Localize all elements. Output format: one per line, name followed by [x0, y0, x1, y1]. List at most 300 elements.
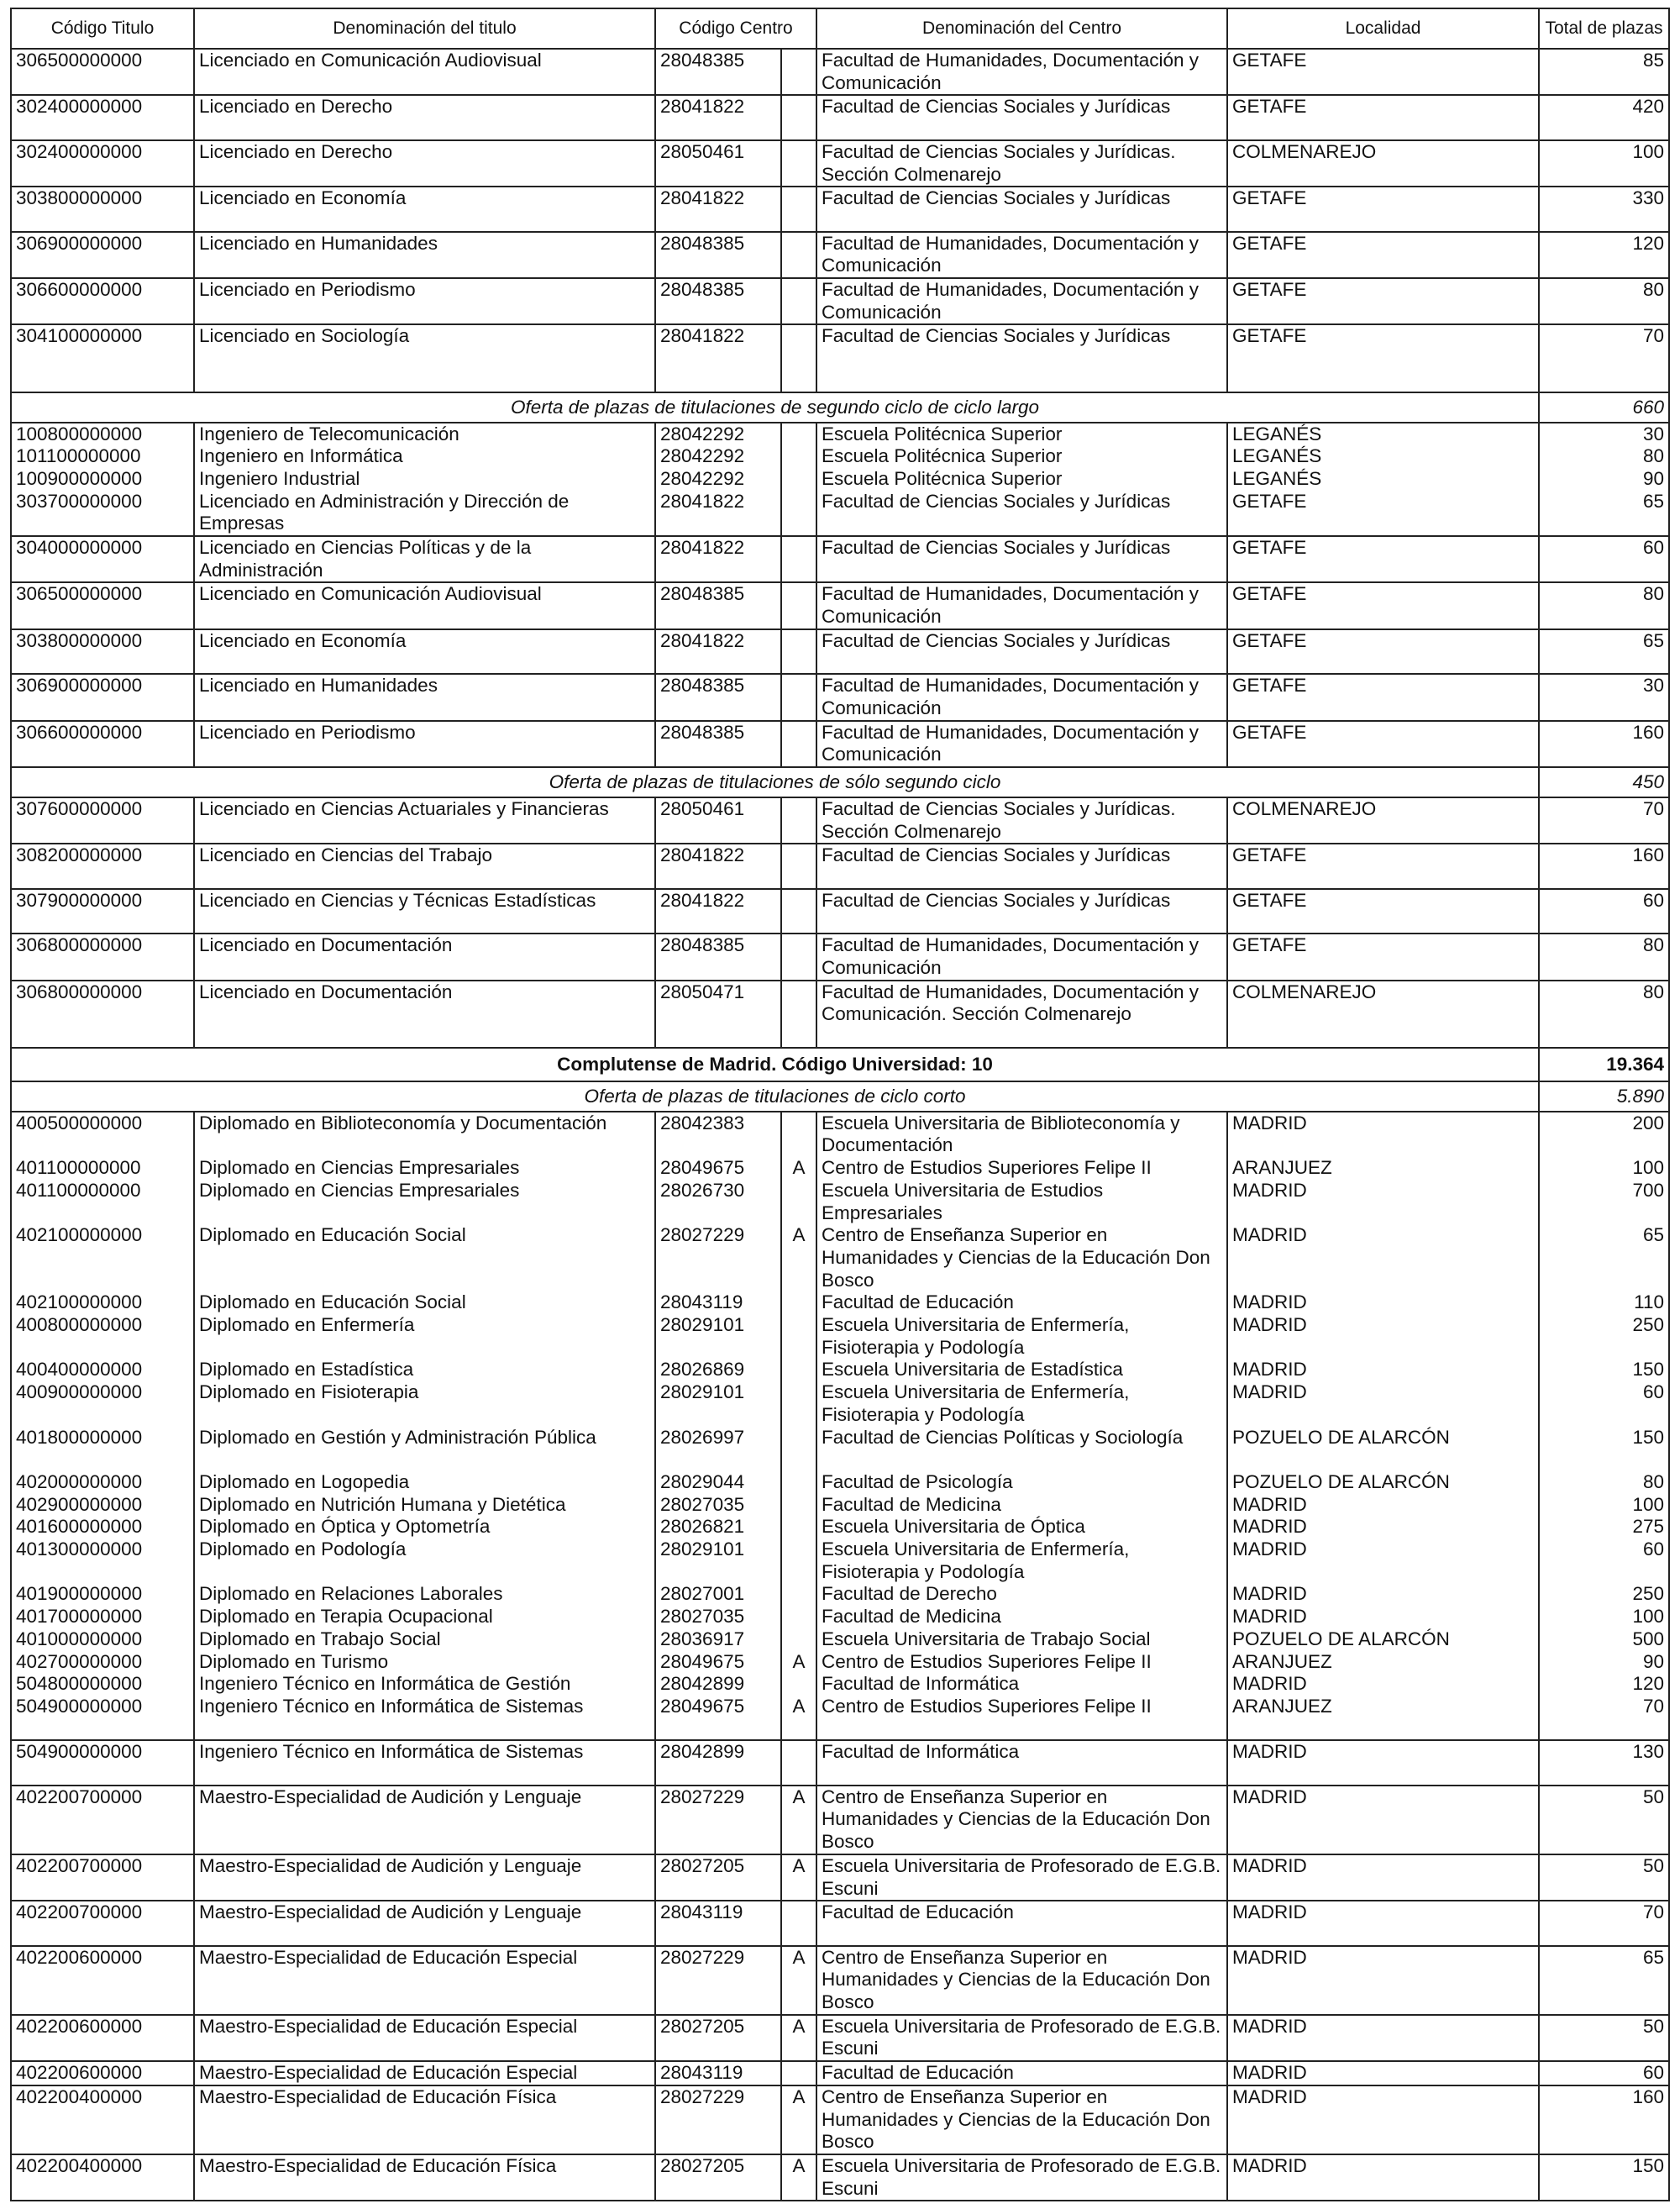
cell-localidad: MADRID: [1227, 2085, 1539, 2154]
cell-codigo-titulo: 402100000000: [11, 1291, 194, 1314]
cell-denominacion-titulo: Diplomado en Óptica y Optometría: [194, 1516, 655, 1538]
cell-codigo-titulo: 402200700000: [11, 1901, 194, 1945]
cell-centro-marca: A: [781, 1696, 816, 1740]
cell-denominacion-centro: Facultad de Ciencias Políticas y Sociología: [816, 1427, 1227, 1471]
cell-total-plazas: 160: [1539, 844, 1669, 888]
cell-centro-marca: [781, 1314, 816, 1359]
header-localidad: Localidad: [1227, 8, 1539, 49]
cell-codigo-centro: 28048385: [655, 49, 781, 95]
table-row: [11, 1359, 1669, 1381]
table-row: [11, 981, 1669, 1048]
table-row: [11, 2015, 1669, 2061]
cell-codigo-titulo: 401600000000: [11, 1516, 194, 1538]
cell-localidad: GETAFE: [1227, 629, 1539, 674]
cell-codigo-titulo: 504800000000: [11, 1673, 194, 1696]
cell-total-plazas: 85: [1539, 49, 1669, 95]
cell-localidad: MADRID: [1227, 1854, 1539, 1901]
cell-denominacion-centro: Facultad de Informática: [816, 1673, 1227, 1696]
cell-denominacion-centro: Escuela Politécnica Superior: [816, 423, 1227, 446]
cell-centro-marca: [781, 468, 816, 491]
plazas-table: [10, 8, 1670, 2201]
cell-total-plazas: 30: [1539, 674, 1669, 720]
cell-codigo-centro: 28027205: [655, 1854, 781, 1901]
cell-codigo-centro: 28041822: [655, 324, 781, 392]
cell-denominacion-titulo: Diplomado en Ciencias Empresariales: [194, 1157, 655, 1180]
cell-denominacion-centro: Facultad de Psicología: [816, 1471, 1227, 1494]
cell-codigo-titulo: 303800000000: [11, 629, 194, 674]
cell-denominacion-centro: Escuela Universitaria de Estadística: [816, 1359, 1227, 1381]
cell-total-plazas: 100: [1539, 140, 1669, 187]
cell-total-plazas: 160: [1539, 2085, 1669, 2154]
cell-centro-marca: A: [781, 2015, 816, 2061]
table-row: [11, 721, 1669, 767]
cell-denominacion-centro: Escuela Universitaria de Enfermería, Fisioterapia y Podología: [816, 1381, 1227, 1426]
cell-total-plazas: 65: [1539, 1946, 1669, 2015]
cell-centro-marca: [781, 1901, 816, 1945]
table-row: [11, 445, 1669, 468]
cell-codigo-titulo: 401300000000: [11, 1538, 194, 1583]
cell-codigo-centro: 28050471: [655, 981, 781, 1048]
cell-centro-marca: [781, 674, 816, 720]
cell-localidad: MADRID: [1227, 1901, 1539, 1945]
cell-codigo-centro: 28029101: [655, 1314, 781, 1359]
cell-codigo-centro: 28029101: [655, 1381, 781, 1426]
cell-denominacion-centro: Escuela Universitaria de Profesorado de E.G.B. Escuni: [816, 2015, 1227, 2061]
cell-codigo-centro: 28026997: [655, 1427, 781, 1471]
cell-denominacion-centro: Facultad de Ciencias Sociales y Jurídicas: [816, 187, 1227, 231]
cell-total-plazas: 70: [1539, 324, 1669, 392]
table-row: [11, 1901, 1669, 1945]
university-header-row: [11, 1048, 1669, 1081]
cell-codigo-titulo: 402200600000: [11, 1946, 194, 2015]
cell-codigo-centro: 28043119: [655, 1291, 781, 1314]
cell-denominacion-titulo: Ingeniero Técnico en Informática de Sistemas: [194, 1696, 655, 1740]
cell-total-plazas: 60: [1539, 2061, 1669, 2085]
cell-codigo-centro: 28042292: [655, 468, 781, 491]
cell-denominacion-centro: Escuela Universitaria de Trabajo Social: [816, 1628, 1227, 1651]
cell-denominacion-centro: Facultad de Derecho: [816, 1583, 1227, 1606]
table-row: [11, 1157, 1669, 1180]
table-row: [11, 1946, 1669, 2015]
cell-total-plazas: 30: [1539, 423, 1669, 446]
cell-codigo-titulo: 402200600000: [11, 2061, 194, 2085]
table-row: [11, 2085, 1669, 2154]
table-row: [11, 536, 1669, 582]
cell-total-plazas: 60: [1539, 536, 1669, 582]
cell-codigo-centro: 28043119: [655, 2061, 781, 2085]
cell-codigo-centro: 28041822: [655, 491, 781, 536]
cell-codigo-titulo: 401800000000: [11, 1427, 194, 1471]
cell-localidad: MADRID: [1227, 1291, 1539, 1314]
cell-denominacion-titulo: Maestro-Especialidad de Educación Especial: [194, 1946, 655, 2015]
header-codigo-titulo: Código Titulo: [11, 8, 194, 49]
table-row: [11, 1651, 1669, 1674]
cell-total-plazas: 60: [1539, 1381, 1669, 1426]
cell-localidad: LEGANÉS: [1227, 468, 1539, 491]
cell-codigo-titulo: 306600000000: [11, 278, 194, 324]
section-header-row: [11, 1081, 1669, 1112]
cell-localidad: MADRID: [1227, 1224, 1539, 1291]
cell-denominacion-centro: Escuela Universitaria de Óptica: [816, 1516, 1227, 1538]
cell-centro-marca: A: [781, 2154, 816, 2201]
cell-centro-marca: [781, 981, 816, 1048]
cell-codigo-titulo: 402000000000: [11, 1471, 194, 1494]
cell-centro-marca: [781, 95, 816, 139]
cell-denominacion-centro: Centro de Enseñanza Superior en Humanidades y Ciencias de la Educación Don Bosco: [816, 1224, 1227, 1291]
cell-codigo-centro: 28026730: [655, 1180, 781, 1224]
header-denominacion-titulo: Denominación del titulo: [194, 8, 655, 49]
table-row: [11, 1314, 1669, 1359]
cell-denominacion-titulo: Diplomado en Enfermería: [194, 1314, 655, 1359]
cell-localidad: COLMENAREJO: [1227, 140, 1539, 187]
header-row: [11, 8, 1669, 49]
cell-denominacion-centro: Facultad de Educación: [816, 2061, 1227, 2085]
cell-centro-marca: [781, 1291, 816, 1314]
cell-centro-marca: [781, 1740, 816, 1785]
cell-localidad: ARANJUEZ: [1227, 1157, 1539, 1180]
cell-total-plazas: 100: [1539, 1157, 1669, 1180]
table-row: [11, 324, 1669, 392]
cell-denominacion-titulo: Maestro-Especialidad de Educación Física: [194, 2085, 655, 2154]
cell-centro-marca: [781, 1359, 816, 1381]
cell-codigo-centro: 28049675: [655, 1696, 781, 1740]
cell-codigo-titulo: 304100000000: [11, 324, 194, 392]
cell-codigo-centro: 28036917: [655, 1628, 781, 1651]
cell-codigo-titulo: 101100000000: [11, 445, 194, 468]
cell-centro-marca: [781, 536, 816, 582]
cell-localidad: ARANJUEZ: [1227, 1696, 1539, 1740]
cell-codigo-titulo: 401900000000: [11, 1583, 194, 1606]
cell-codigo-centro: 28049675: [655, 1157, 781, 1180]
cell-centro-marca: [781, 1471, 816, 1494]
cell-codigo-titulo: 402200700000: [11, 1854, 194, 1901]
cell-denominacion-titulo: Diplomado en Relaciones Laborales: [194, 1583, 655, 1606]
cell-total-plazas: 160: [1539, 721, 1669, 767]
cell-centro-marca: [781, 278, 816, 324]
cell-localidad: GETAFE: [1227, 889, 1539, 934]
cell-localidad: GETAFE: [1227, 536, 1539, 582]
cell-codigo-titulo: 402100000000: [11, 1224, 194, 1291]
cell-codigo-titulo: 308200000000: [11, 844, 194, 888]
cell-total-plazas: 65: [1539, 629, 1669, 674]
cell-centro-marca: [781, 1583, 816, 1606]
cell-codigo-titulo: 306600000000: [11, 721, 194, 767]
table-row: [11, 49, 1669, 95]
cell-centro-marca: [781, 445, 816, 468]
cell-denominacion-titulo: Licenciado en Comunicación Audiovisual: [194, 49, 655, 95]
cell-denominacion-centro: Centro de Enseñanza Superior en Humanidades y Ciencias de la Educación Don Bosco: [816, 2085, 1227, 2154]
cell-total-plazas: 80: [1539, 981, 1669, 1048]
document-page: [10, 8, 1668, 2201]
cell-localidad: MADRID: [1227, 1180, 1539, 1224]
cell-total-plazas: 200: [1539, 1112, 1669, 1157]
cell-denominacion-titulo: Diplomado en Logopedia: [194, 1471, 655, 1494]
cell-codigo-centro: 28027035: [655, 1494, 781, 1517]
cell-denominacion-titulo: Ingeniero Industrial: [194, 468, 655, 491]
cell-denominacion-centro: Escuela Politécnica Superior: [816, 445, 1227, 468]
cell-centro-marca: [781, 140, 816, 187]
cell-centro-marca: [781, 934, 816, 980]
cell-denominacion-titulo: Licenciado en Ciencias y Técnicas Estadísticas: [194, 889, 655, 934]
cell-localidad: MADRID: [1227, 1359, 1539, 1381]
cell-total-plazas: 150: [1539, 1359, 1669, 1381]
cell-localidad: MADRID: [1227, 1946, 1539, 2015]
cell-codigo-centro: 28041822: [655, 95, 781, 139]
cell-denominacion-titulo: Diplomado en Trabajo Social: [194, 1628, 655, 1651]
cell-localidad: POZUELO DE ALARCÓN: [1227, 1471, 1539, 1494]
cell-codigo-titulo: 306500000000: [11, 49, 194, 95]
cell-codigo-titulo: 504900000000: [11, 1696, 194, 1740]
cell-centro-marca: [781, 1180, 816, 1224]
cell-denominacion-centro: Facultad de Humanidades, Documentación y Comunicación: [816, 232, 1227, 278]
cell-total-plazas: 500: [1539, 1628, 1669, 1651]
cell-codigo-titulo: 402200400000: [11, 2085, 194, 2154]
cell-denominacion-centro: Facultad de Ciencias Sociales y Jurídicas: [816, 844, 1227, 888]
cell-denominacion-titulo: Maestro-Especialidad de Educación Especial: [194, 2061, 655, 2085]
cell-localidad: MADRID: [1227, 1314, 1539, 1359]
cell-codigo-centro: 28041822: [655, 629, 781, 674]
cell-denominacion-centro: Facultad de Ciencias Sociales y Jurídicas: [816, 889, 1227, 934]
cell-total-plazas: 60: [1539, 889, 1669, 934]
cell-denominacion-centro: Facultad de Humanidades, Documentación y Comunicación: [816, 582, 1227, 629]
cell-denominacion-centro: Facultad de Humanidades, Documentación y Comunicación: [816, 721, 1227, 767]
cell-codigo-centro: 28050461: [655, 140, 781, 187]
cell-codigo-titulo: 400800000000: [11, 1314, 194, 1359]
cell-denominacion-titulo: Licenciado en Ciencias del Trabajo: [194, 844, 655, 888]
cell-codigo-titulo: 401100000000: [11, 1157, 194, 1180]
cell-centro-marca: [781, 187, 816, 231]
table-row: [11, 1673, 1669, 1696]
table-row: [11, 582, 1669, 629]
cell-codigo-titulo: 307600000000: [11, 797, 194, 844]
cell-denominacion-titulo: Diplomado en Estadística: [194, 1359, 655, 1381]
table-row: [11, 1786, 1669, 1854]
cell-codigo-centro: 28043119: [655, 1901, 781, 1945]
cell-centro-marca: [781, 1381, 816, 1426]
cell-total-plazas: 150: [1539, 1427, 1669, 1471]
table-row: [11, 423, 1669, 446]
table-body: [11, 49, 1669, 2201]
cell-localidad: MADRID: [1227, 2061, 1539, 2085]
cell-total-plazas: 275: [1539, 1516, 1669, 1538]
cell-denominacion-centro: Centro de Estudios Superiores Felipe II: [816, 1696, 1227, 1740]
cell-denominacion-titulo: Licenciado en Ciencias Actuariales y Financieras: [194, 797, 655, 844]
table-row: [11, 797, 1669, 844]
cell-codigo-titulo: 400900000000: [11, 1381, 194, 1426]
cell-centro-marca: [781, 1516, 816, 1538]
cell-denominacion-centro: Centro de Enseñanza Superior en Humanidades y Ciencias de la Educación Don Bosco: [816, 1946, 1227, 2015]
cell-centro-marca: [781, 1427, 816, 1471]
cell-denominacion-titulo: Diplomado en Turismo: [194, 1651, 655, 1674]
cell-denominacion-titulo: Ingeniero Técnico en Informática de Gestión: [194, 1673, 655, 1696]
cell-denominacion-centro: Escuela Universitaria de Profesorado de E.G.B. Escuni: [816, 1854, 1227, 1901]
cell-localidad: GETAFE: [1227, 674, 1539, 720]
cell-codigo-titulo: 302400000000: [11, 95, 194, 139]
cell-denominacion-titulo: Ingeniero Técnico en Informática de Sistemas: [194, 1740, 655, 1785]
cell-codigo-titulo: 100900000000: [11, 468, 194, 491]
cell-denominacion-titulo: Licenciado en Periodismo: [194, 278, 655, 324]
cell-total-plazas: 150: [1539, 2154, 1669, 2201]
cell-codigo-centro: 28027001: [655, 1583, 781, 1606]
cell-denominacion-centro: Facultad de Ciencias Sociales y Jurídicas. Sección Colmenarejo: [816, 140, 1227, 187]
cell-codigo-centro: 28048385: [655, 232, 781, 278]
cell-localidad: GETAFE: [1227, 95, 1539, 139]
cell-codigo-centro: 28027229: [655, 1224, 781, 1291]
cell-denominacion-titulo: Licenciado en Periodismo: [194, 721, 655, 767]
cell-codigo-titulo: 504900000000: [11, 1740, 194, 1785]
university-total: 19.364: [1539, 1048, 1669, 1081]
cell-codigo-centro: 28026821: [655, 1516, 781, 1538]
table-row: [11, 1606, 1669, 1628]
section-title: Oferta de plazas de titulaciones de ciclo corto: [11, 1081, 1539, 1112]
table-row: [11, 1291, 1669, 1314]
table-row: [11, 934, 1669, 980]
cell-centro-marca: [781, 1673, 816, 1696]
cell-codigo-centro: 28026869: [655, 1359, 781, 1381]
cell-total-plazas: 700: [1539, 1180, 1669, 1224]
cell-centro-marca: A: [781, 1157, 816, 1180]
cell-denominacion-titulo: Licenciado en Derecho: [194, 140, 655, 187]
cell-centro-marca: [781, 1538, 816, 1583]
table-row: [11, 278, 1669, 324]
cell-denominacion-titulo: Diplomado en Educación Social: [194, 1224, 655, 1291]
cell-codigo-centro: 28027229: [655, 1946, 781, 2015]
cell-total-plazas: 50: [1539, 1786, 1669, 1854]
cell-denominacion-titulo: Licenciado en Humanidades: [194, 232, 655, 278]
cell-localidad: POZUELO DE ALARCÓN: [1227, 1427, 1539, 1471]
cell-denominacion-centro: Escuela Universitaria de Enfermería, Fisioterapia y Podología: [816, 1314, 1227, 1359]
table-row: [11, 2061, 1669, 2085]
section-total: 5.890: [1539, 1081, 1669, 1112]
cell-denominacion-centro: Facultad de Educación: [816, 1901, 1227, 1945]
cell-codigo-centro: 28027035: [655, 1606, 781, 1628]
cell-denominacion-centro: Escuela Politécnica Superior: [816, 468, 1227, 491]
cell-centro-marca: [781, 232, 816, 278]
cell-codigo-titulo: 303700000000: [11, 491, 194, 536]
cell-denominacion-centro: Facultad de Medicina: [816, 1606, 1227, 1628]
table-row: [11, 1381, 1669, 1426]
cell-codigo-titulo: 402700000000: [11, 1651, 194, 1674]
cell-denominacion-titulo: Diplomado en Biblioteconomía y Documentación: [194, 1112, 655, 1157]
cell-codigo-centro: 28027205: [655, 2154, 781, 2201]
cell-codigo-centro: 28042899: [655, 1740, 781, 1785]
header-total-plazas: Total de plazas: [1539, 8, 1669, 49]
cell-denominacion-titulo: Diplomado en Ciencias Empresariales: [194, 1180, 655, 1224]
cell-denominacion-titulo: Maestro-Especialidad de Educación Especial: [194, 2015, 655, 2061]
cell-denominacion-titulo: Licenciado en Documentación: [194, 934, 655, 980]
table-row: [11, 491, 1669, 536]
cell-centro-marca: [781, 491, 816, 536]
cell-centro-marca: [781, 844, 816, 888]
cell-localidad: COLMENAREJO: [1227, 797, 1539, 844]
cell-denominacion-centro: Centro de Estudios Superiores Felipe II: [816, 1651, 1227, 1674]
cell-localidad: MADRID: [1227, 1740, 1539, 1785]
cell-localidad: GETAFE: [1227, 844, 1539, 888]
cell-localidad: MADRID: [1227, 1673, 1539, 1696]
cell-codigo-titulo: 401100000000: [11, 1180, 194, 1224]
table-row: [11, 1696, 1669, 1740]
cell-localidad: MADRID: [1227, 1538, 1539, 1583]
cell-codigo-titulo: 402200600000: [11, 2015, 194, 2061]
cell-localidad: MADRID: [1227, 1516, 1539, 1538]
header-denominacion-centro: Denominación del Centro: [816, 8, 1227, 49]
cell-denominacion-centro: Facultad de Humanidades, Documentación y Comunicación: [816, 49, 1227, 95]
cell-centro-marca: [781, 629, 816, 674]
table-row: [11, 1854, 1669, 1901]
cell-denominacion-titulo: Diplomado en Educación Social: [194, 1291, 655, 1314]
cell-total-plazas: 80: [1539, 1471, 1669, 1494]
table-row: [11, 1740, 1669, 1785]
cell-localidad: MADRID: [1227, 1786, 1539, 1854]
cell-denominacion-titulo: Licenciado en Derecho: [194, 95, 655, 139]
cell-total-plazas: 110: [1539, 1291, 1669, 1314]
cell-denominacion-centro: Facultad de Ciencias Sociales y Jurídicas: [816, 324, 1227, 392]
cell-localidad: GETAFE: [1227, 187, 1539, 231]
cell-centro-marca: A: [781, 1786, 816, 1854]
cell-centro-marca: [781, 324, 816, 392]
cell-codigo-centro: 28041822: [655, 844, 781, 888]
cell-codigo-titulo: 304000000000: [11, 536, 194, 582]
cell-centro-marca: [781, 2061, 816, 2085]
cell-centro-marca: A: [781, 2085, 816, 2154]
cell-denominacion-centro: Facultad de Humanidades, Documentación y Comunicación: [816, 278, 1227, 324]
table-row: [11, 1224, 1669, 1291]
cell-centro-marca: [781, 721, 816, 767]
cell-denominacion-centro: Facultad de Humanidades, Documentación y Comunicación: [816, 934, 1227, 980]
cell-centro-marca: [781, 797, 816, 844]
cell-localidad: ARANJUEZ: [1227, 1651, 1539, 1674]
cell-total-plazas: 50: [1539, 1854, 1669, 1901]
cell-denominacion-centro: Facultad de Educación: [816, 1291, 1227, 1314]
header-codigo-centro: Código Centro: [655, 8, 816, 49]
table-row: [11, 140, 1669, 187]
cell-total-plazas: 250: [1539, 1314, 1669, 1359]
cell-denominacion-titulo: Licenciado en Ciencias Políticas y de la Administración: [194, 536, 655, 582]
cell-localidad: GETAFE: [1227, 324, 1539, 392]
section-header-row: [11, 767, 1669, 797]
table-row: [11, 468, 1669, 491]
table-row: [11, 1516, 1669, 1538]
table-row: [11, 1538, 1669, 1583]
cell-denominacion-titulo: Licenciado en Sociología: [194, 324, 655, 392]
table-row: [11, 889, 1669, 934]
section-title: Oferta de plazas de titulaciones de segundo ciclo de ciclo largo: [11, 392, 1539, 423]
cell-codigo-centro: 28041822: [655, 187, 781, 231]
cell-codigo-titulo: 307900000000: [11, 889, 194, 934]
cell-denominacion-titulo: Ingeniero en Informática: [194, 445, 655, 468]
cell-centro-marca: [781, 1112, 816, 1157]
cell-centro-marca: [781, 1606, 816, 1628]
cell-codigo-centro: 28042383: [655, 1112, 781, 1157]
table-row: [11, 232, 1669, 278]
cell-denominacion-centro: Facultad de Medicina: [816, 1494, 1227, 1517]
cell-localidad: LEGANÉS: [1227, 423, 1539, 446]
cell-codigo-centro: 28029101: [655, 1538, 781, 1583]
table-row: [11, 1628, 1669, 1651]
cell-total-plazas: 80: [1539, 278, 1669, 324]
cell-centro-marca: A: [781, 1854, 816, 1901]
cell-centro-marca: A: [781, 1946, 816, 2015]
cell-codigo-centro: 28029044: [655, 1471, 781, 1494]
table-row: [11, 2154, 1669, 2201]
cell-denominacion-centro: Centro de Estudios Superiores Felipe II: [816, 1157, 1227, 1180]
cell-denominacion-centro: Facultad de Ciencias Sociales y Jurídicas: [816, 629, 1227, 674]
cell-localidad: MADRID: [1227, 2015, 1539, 2061]
cell-localidad: GETAFE: [1227, 934, 1539, 980]
university-title: Complutense de Madrid. Código Universidad: 10: [11, 1048, 1539, 1081]
cell-total-plazas: 100: [1539, 1606, 1669, 1628]
cell-codigo-titulo: 306900000000: [11, 232, 194, 278]
